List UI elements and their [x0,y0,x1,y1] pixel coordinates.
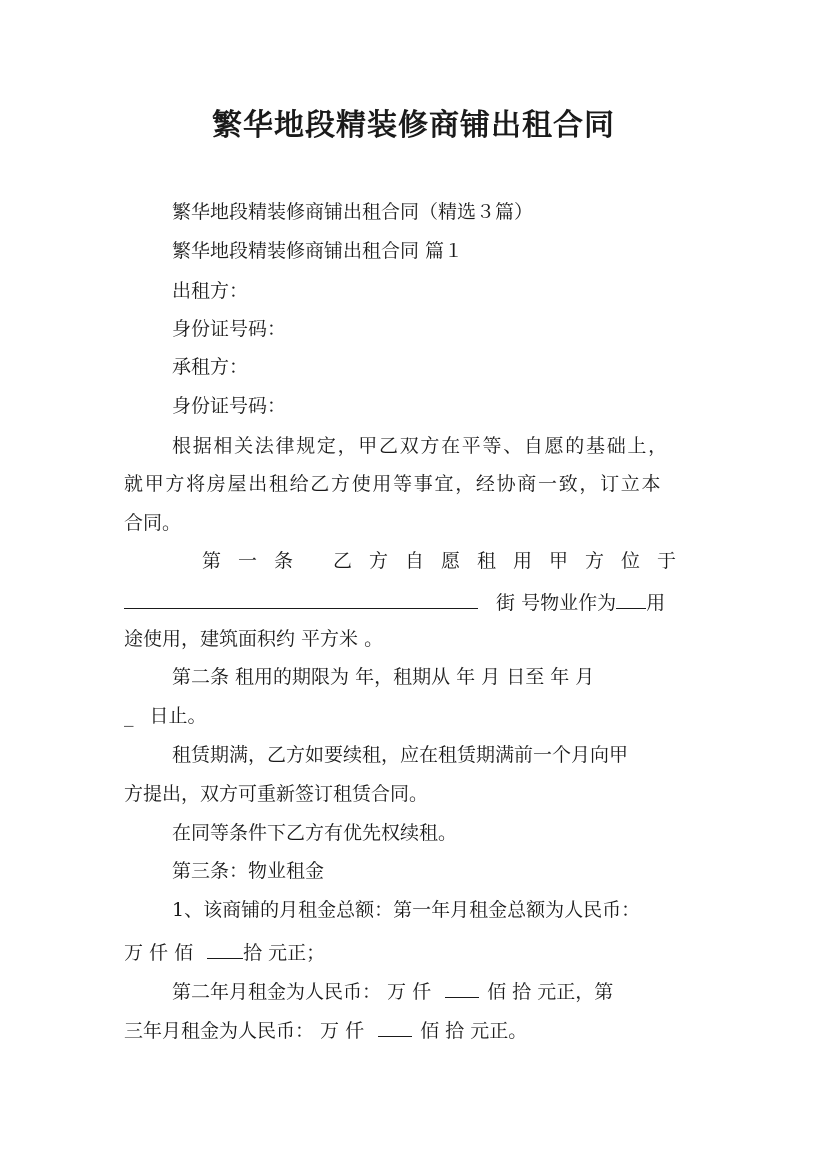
article-1-line: 第一条 乙方自愿租用甲方位于 [202,550,694,572]
blank-field [207,940,243,959]
document-subtitle: 繁华地段精装修商铺出租合同（精选３篇） [172,201,534,223]
rent-line [124,1018,527,1041]
article-3-heading: 第三条：物业租金 [172,860,325,882]
rent-text: 万 仟 佰 [124,942,194,964]
article-2-text: _ [124,705,134,727]
paragraph-line: 在同等条件下乙方有优先权续租。 [172,822,458,844]
article-1-line [124,590,665,613]
article-1-text: 街 号物业作为 [496,592,617,614]
blank-field [445,979,479,998]
paragraph-line: 就甲方将房屋出租给乙方使用等事宜，经协商一致，订立本 [124,473,663,495]
article-2-text: 日止。 [149,705,207,727]
blank-field [124,590,478,609]
blank-field [378,1018,412,1037]
rent-text: 佰 拾 元正，第 [487,981,614,1003]
article-1-line: 途使用，建筑面积约 平方米 。 [124,628,384,650]
lessee-id-label: 身份证号码： [172,395,287,417]
rent-line [124,940,325,963]
rent-line: 1、该商铺的月租金总额：第一年月租金总额为人民币： [172,899,641,921]
article-2-line [124,707,207,726]
rent-text: 三年月租金为人民币： 万 仟 [124,1020,365,1042]
lessor-label: 出租方： [172,280,249,302]
article-1-text: 用 [646,592,666,614]
lessee-label: 承租方： [172,356,249,378]
paragraph-line: 合同。 [124,512,182,534]
rent-line [172,979,613,1002]
rent-text: 拾 元正； [243,942,326,964]
rent-text: 第二年月租金为人民币： 万 仟 [172,981,432,1003]
paragraph-line: 根据相关法律规定，甲乙双方在平等、自愿的基础上， [172,435,669,457]
blank-field [616,590,646,609]
lessor-id-label: 身份证号码： [172,318,287,340]
document-title: 繁华地段精装修商铺出租合同 [212,108,615,143]
section-heading: 繁华地段精装修商铺出租合同 篇１ [172,240,464,262]
rent-text: 佰 拾 元正。 [420,1020,528,1042]
article-2-line: 第二条 租用的期限为 年，租期从 年 月 日至 年 月 [172,666,595,688]
paragraph-line: 方提出，双方可重新签订租赁合同。 [124,783,429,805]
paragraph-line: 租赁期满，乙方如要续租，应在租赁期满前一个月向甲 [172,744,629,766]
